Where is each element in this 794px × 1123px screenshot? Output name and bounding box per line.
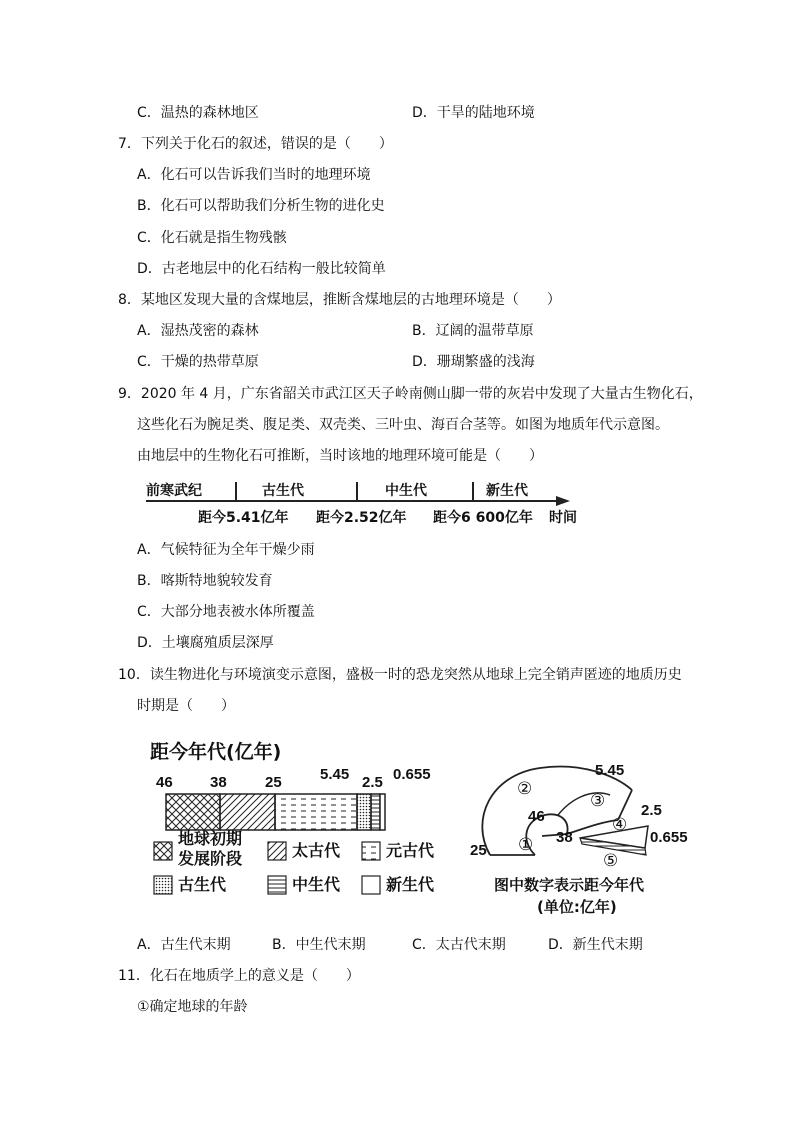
q9-stem-line2: 这些化石为腕足类、腹足类、双壳类、三叶虫、海百合茎等。如图为地质年代示意图。 <box>137 417 669 433</box>
tick-25b: 2.5 <box>362 774 383 791</box>
bar-title: 距今年代(亿年) <box>150 741 282 763</box>
era-paleozoic: 古生代 <box>262 483 304 499</box>
q7-stem: 7．下列关于化石的叙述，错误的是（ ） <box>118 136 393 152</box>
mark-6600: 距今6 600亿年 <box>433 510 533 526</box>
axis-label-time: 时间 <box>549 510 577 526</box>
bar-seg-mesozoic <box>371 794 380 830</box>
legend-paleozoic: 古生代 <box>178 875 227 894</box>
spiral-caption-1: 图中数字表示距今年代 <box>494 876 645 894</box>
legend-swatch-proterozoic <box>362 842 380 860</box>
q9-option-c: C．大部分地表被水体所覆盖 <box>137 604 315 620</box>
circle-1: ① <box>518 835 534 855</box>
spiral-num-0655: 0.655 <box>650 829 688 846</box>
q8-option-c: C．干燥的热带草原 <box>137 354 259 370</box>
tick-38: 38 <box>210 774 227 791</box>
mark-252: 距今2.52亿年 <box>316 510 407 526</box>
bar-seg-cenozoic <box>380 794 385 830</box>
q9-option-a: A．气候特征为全年干燥少雨 <box>137 542 315 558</box>
tick-545: 5.45 <box>320 766 350 783</box>
q10-option-a: A．古生代末期 <box>137 937 231 953</box>
q10-stem-line1: 10．读生物进化与环境演变示意图，盛极一时的恐龙突然从地球上完全销声匿迹的地质历史 <box>118 667 682 683</box>
spiral-num-25b: 2.5 <box>641 802 662 819</box>
bar-seg-proterozoic <box>275 794 357 830</box>
q9-stem-line1: 9．2020 年 4 月，广东省韶关市武江区天子岭南侧山脚一带的灰岩中发现了大量古生物化石， <box>118 386 703 402</box>
spiral-caption-2: (单位:亿年) <box>537 898 617 916</box>
legend-archean: 太古代 <box>292 841 341 860</box>
q10-option-d: D．新生代末期 <box>548 937 643 953</box>
q6-option-c: C．温热的森林地区 <box>137 105 259 121</box>
circle-4: ④ <box>612 815 628 835</box>
q10-option-b: B．中生代末期 <box>272 937 366 953</box>
spiral-num-46: 46 <box>528 808 545 825</box>
q6-option-d: D．干旱的陆地环境 <box>412 105 535 121</box>
bar-seg-paleozoic <box>357 794 371 830</box>
q10-stem-line2: 时期是（ ） <box>137 698 235 714</box>
tick-46: 46 <box>156 774 173 791</box>
q9-stem-line3: 由地层中的生物化石可推断，当时该地的地理环境可能是（ ） <box>137 448 543 464</box>
q7-option-d: D．古老地层中的化石结构一般比较简单 <box>137 261 386 277</box>
circle-2: ② <box>517 779 533 799</box>
spiral-svg <box>470 760 670 870</box>
circle-5: ⑤ <box>603 851 619 871</box>
mark-541: 距今5.41亿年 <box>198 510 289 526</box>
legend-mesozoic: 中生代 <box>292 875 341 894</box>
q8-option-d: D．珊瑚繁盛的浅海 <box>412 354 535 370</box>
legend-cenozoic: 新生代 <box>386 875 435 894</box>
legend-swatch-cenozoic <box>362 876 380 894</box>
legend-swatch-archean <box>268 842 286 860</box>
q10-option-c: C．太古代末期 <box>412 937 506 953</box>
legend-early-earth-1: 地球初期 <box>178 829 243 848</box>
q9-option-b: B．喀斯特地貌较发育 <box>137 573 273 589</box>
era-precambrian: 前寒武纪 <box>146 483 202 499</box>
q9-option-d: D．土壤腐殖质层深厚 <box>137 635 274 651</box>
q7-option-a: A．化石可以告诉我们当时的地理环境 <box>137 167 371 183</box>
legend-early-earth-2: 发展阶段 <box>178 849 243 868</box>
bar-seg-early-earth <box>166 794 220 830</box>
era-cenozoic: 新生代 <box>486 483 528 499</box>
spiral-num-545: 5.45 <box>595 762 625 779</box>
legend-proterozoic: 元古代 <box>386 841 435 860</box>
q8-option-b: B．辽阔的温带草原 <box>412 323 534 339</box>
q7-option-c: C．化石就是指生物残骸 <box>137 230 287 246</box>
q8-option-a: A．湿热茂密的森林 <box>137 323 259 339</box>
spiral-num-38: 38 <box>556 829 573 846</box>
bar-seg-archean <box>220 794 275 830</box>
q8-stem: 8．某地区发现大量的含煤地层，推断含煤地层的古地理环境是（ ） <box>118 292 561 308</box>
q7-option-b: B．化石可以帮助我们分析生物的进化史 <box>137 198 385 214</box>
q11-item-1: ①确定地球的年龄 <box>137 999 248 1015</box>
legend-swatch-early-earth <box>154 842 172 860</box>
q11-stem: 11．化石在地质学上的意义是（ ） <box>118 968 360 984</box>
circle-3: ③ <box>590 791 606 811</box>
tick-25: 25 <box>265 774 282 791</box>
era-mesozoic: 中生代 <box>385 483 427 499</box>
legend-swatch-mesozoic <box>268 876 286 894</box>
spiral-num-25: 25 <box>470 842 487 859</box>
tick-0655: 0.655 <box>393 766 431 783</box>
legend-swatch-paleozoic <box>154 876 172 894</box>
